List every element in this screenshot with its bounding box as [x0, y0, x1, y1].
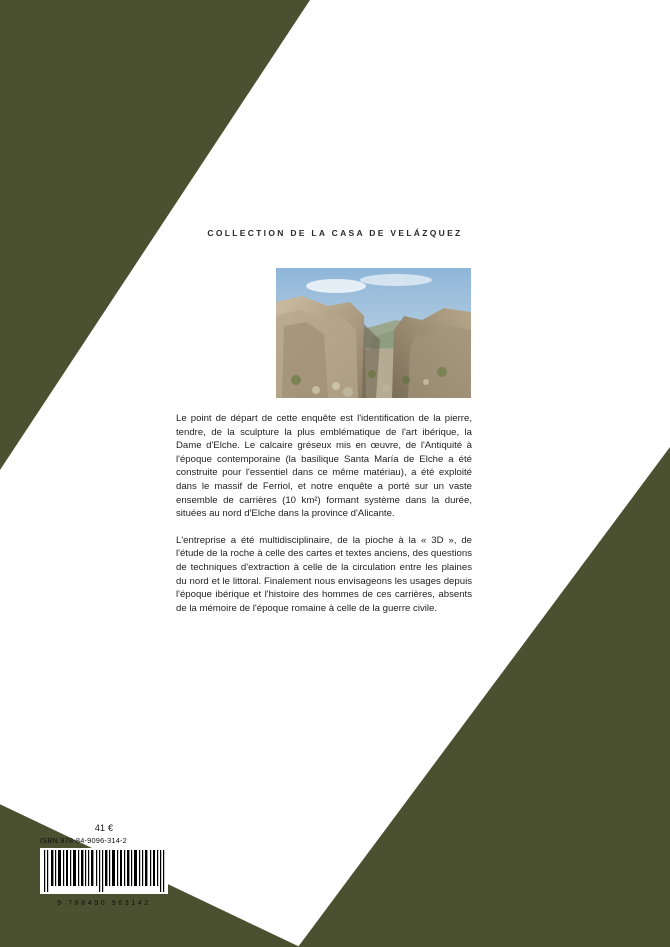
blurb-paragraph-2: L'entreprise a été multidisciplinaire, de la pioche à la « 3D », de l'étude de la roche à celle des cartes et textes anciens, des questions de techniques d'extraction à celle de la circulation entre les plaines du nord et le littoral. Finalement nous envisageons les usages depuis l'époque ibérique et l'histoire des hommes de ces carrières, absents de la mémoire de l'époque romaine à celle de la guerre civile.: [176, 534, 472, 614]
price-label: 41 €: [94, 823, 114, 833]
barcode-image: [40, 848, 168, 907]
back-cover-blurb: [176, 412, 472, 615]
barcode-digits: 9 788490 963142: [57, 900, 151, 907]
collection-title: COLLECTION DE LA CASA DE VELÁZQUEZ: [207, 228, 463, 238]
blurb-paragraph-1: Le point de départ de cette enquête est l'identification de la pierre, tendre, de la sculpture la plus emblématique de l'art ibérique, la Dame d'Elche. Le calcaire gréseux mis en œuvre, de l'Antiquité à l'époque contemporaine (la basilique Santa María de Elche a été construite pour l'essentiel dans ce même matériau), a été exploité dans le massif de Ferriol, et notre enquête a porté sur un vaste ensemble de carrières (10 km²) formant système dans la durée, situées au nord d'Elche dans la province d'Alicante.: [176, 413, 472, 520]
quarry-photo: [276, 268, 471, 398]
isbn-block: [40, 823, 168, 907]
isbn-label: ISBN 978-84-9096-314-2: [40, 836, 127, 845]
